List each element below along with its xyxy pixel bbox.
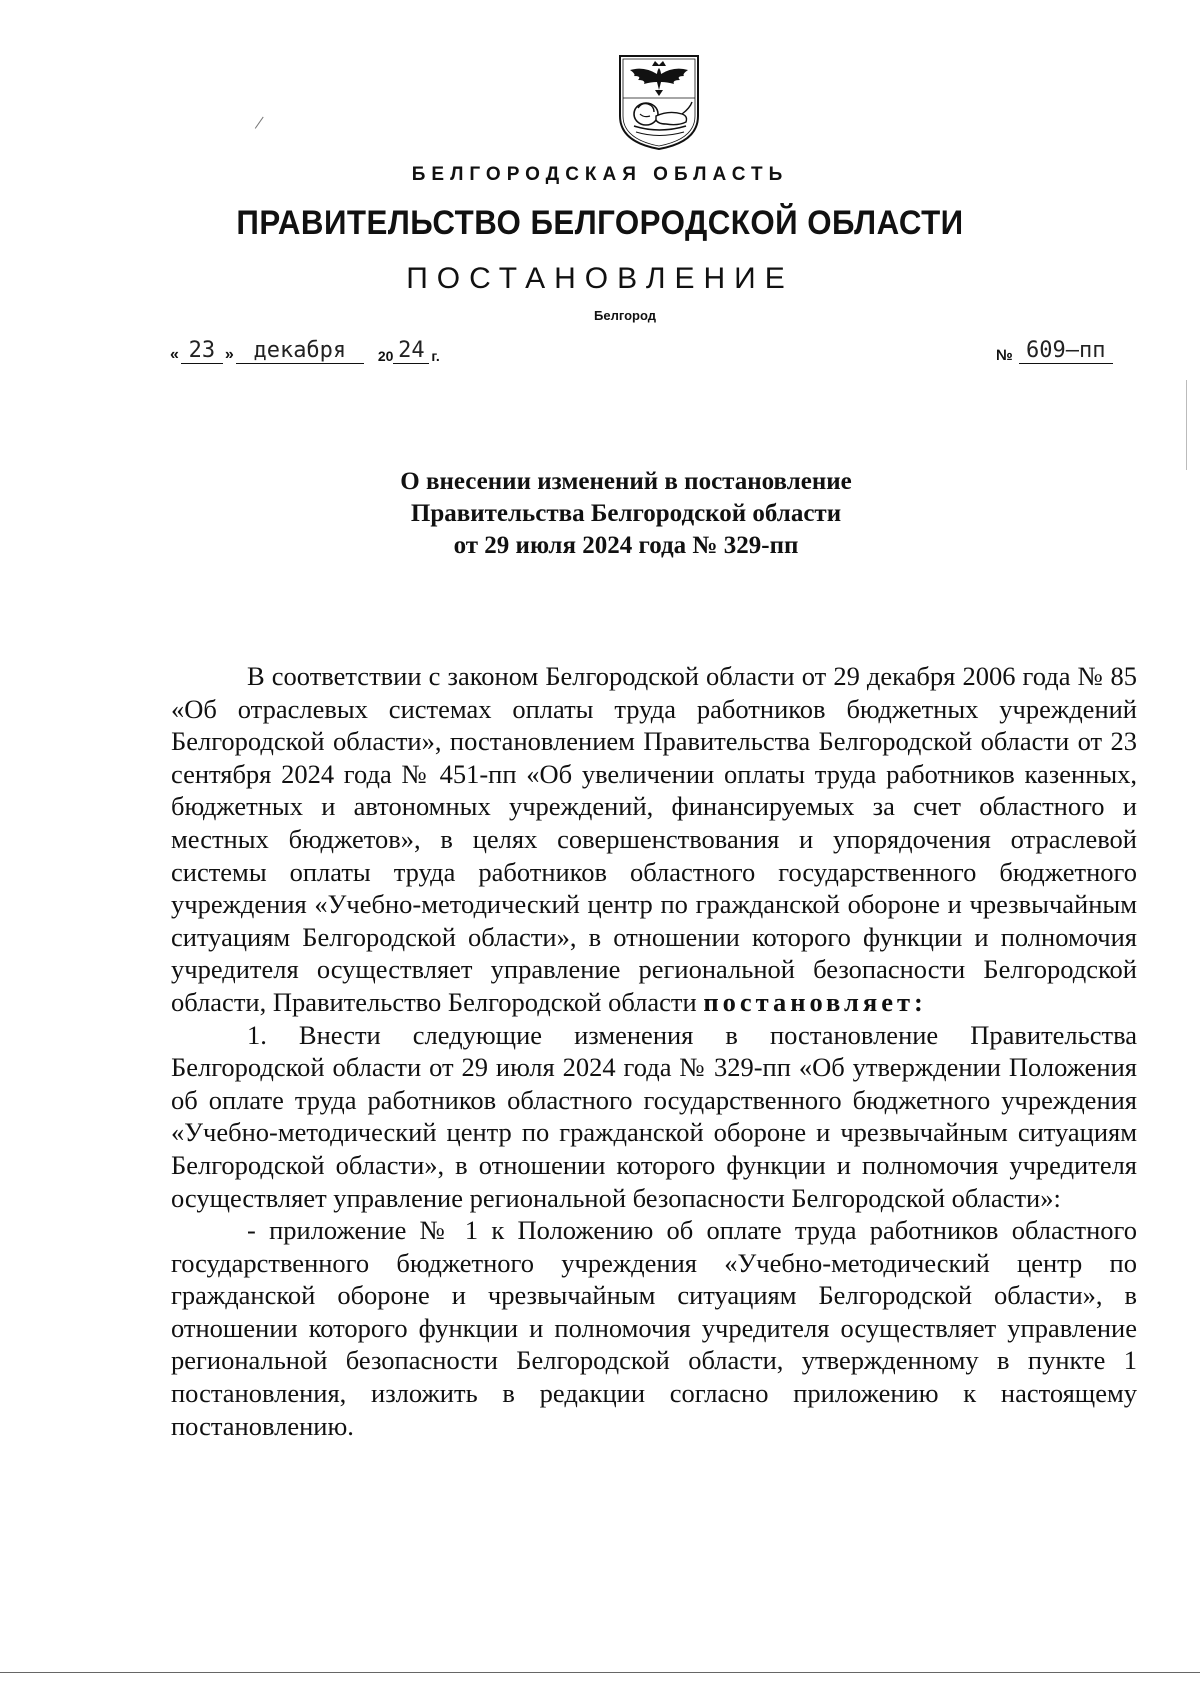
scan-edge-mark (1186, 380, 1187, 470)
preamble-text: В соответствии с законом Белгородской области от 29 декабря 2006 года № 85 «Об отраслевых системах оплаты труда работников бюджетных учреждений Белгородской области», постановлением Правительства Белгородской области от 23 сентября 2024 года № 451-пп «Об увеличении оплаты труда работников казенных, бюджетных и автономных учреждений, финансируемых за счет областного и местных бюджетов», в целях совершенствования и упорядочения отраслевой системы оплаты труда работников областного государственного бюджетного учреждения «Учебно-методический центр по гражданской обороне и чрезвычайным ситуациям Белгородской области», в отношении которого функции и полномочия учредителя осуществляет управление региональной безопасности Белгородской области, Правительство Белгородской области (171, 661, 1137, 1017)
document-subject (0, 466, 1200, 562)
decree-word: постановляет: (703, 986, 927, 1017)
region-title: БЕЛГОРОДСКАЯ ОБЛАСТЬ (411, 164, 789, 185)
preamble-paragraph (171, 660, 1137, 1019)
subject-line-3: от 29 июля 2024 года № 329-пп (453, 532, 799, 559)
document-date (168, 334, 440, 364)
date-year-suffix: 24 (393, 339, 429, 364)
document-number (996, 334, 1113, 364)
date-day: 23 (181, 339, 223, 364)
date-open-quote: « (170, 346, 179, 363)
number-label: № (996, 347, 1013, 364)
city-name: Белгород (594, 308, 656, 323)
subject-line-1: О внесении изменений в постановление (400, 468, 852, 495)
date-year-mark: г. (431, 348, 440, 364)
belgorod-coat-of-arms-icon (614, 52, 704, 152)
subject-line-2: Правительства Белгородской области (410, 500, 842, 527)
number-value: 609–пп (1019, 339, 1113, 364)
date-year-prefix: 20 (377, 348, 394, 364)
page-bottom-rule (0, 1672, 1200, 1673)
government-title: ПРАВИТЕЛЬСТВО БЕЛГОРОДСКОЙ ОБЛАСТИ (236, 204, 964, 242)
scan-mark (255, 117, 270, 134)
item-1-paragraph: 1. Внести следующие изменения в постановление Правительства Белгородской области от 29 июля 2024 года № 329-пп «Об утверждении Положения об оплате труда работников областного государственного бюджетного учреждения «Учебно-методический центр по гражданской обороне и чрезвычайным ситуациям Белгородской области», в отношении которого функции и полномочия учредителя осуществляет управление региональной безопасности Белгородской области»: (171, 1019, 1137, 1213)
item-1-sub-paragraph: - приложение № 1 к Положению об оплате труда работников областного государственного бюджетного учреждения «Учебно-методический центр по гражданской обороне и чрезвычайным ситуациям Белгородской области», в отношении которого функции и полномочия учредителя осуществляет управление региональной безопасности Белгородской области, утвержденному в пункте 1 постановления, изложить в редакции согласно приложению к настоящему постановлению. (171, 1215, 1137, 1441)
date-close-quote: » (224, 346, 234, 363)
document-body (171, 660, 1137, 1442)
date-month: декабря (236, 339, 364, 364)
document-type: ПОСТАНОВЛЕНИЕ (406, 262, 794, 295)
